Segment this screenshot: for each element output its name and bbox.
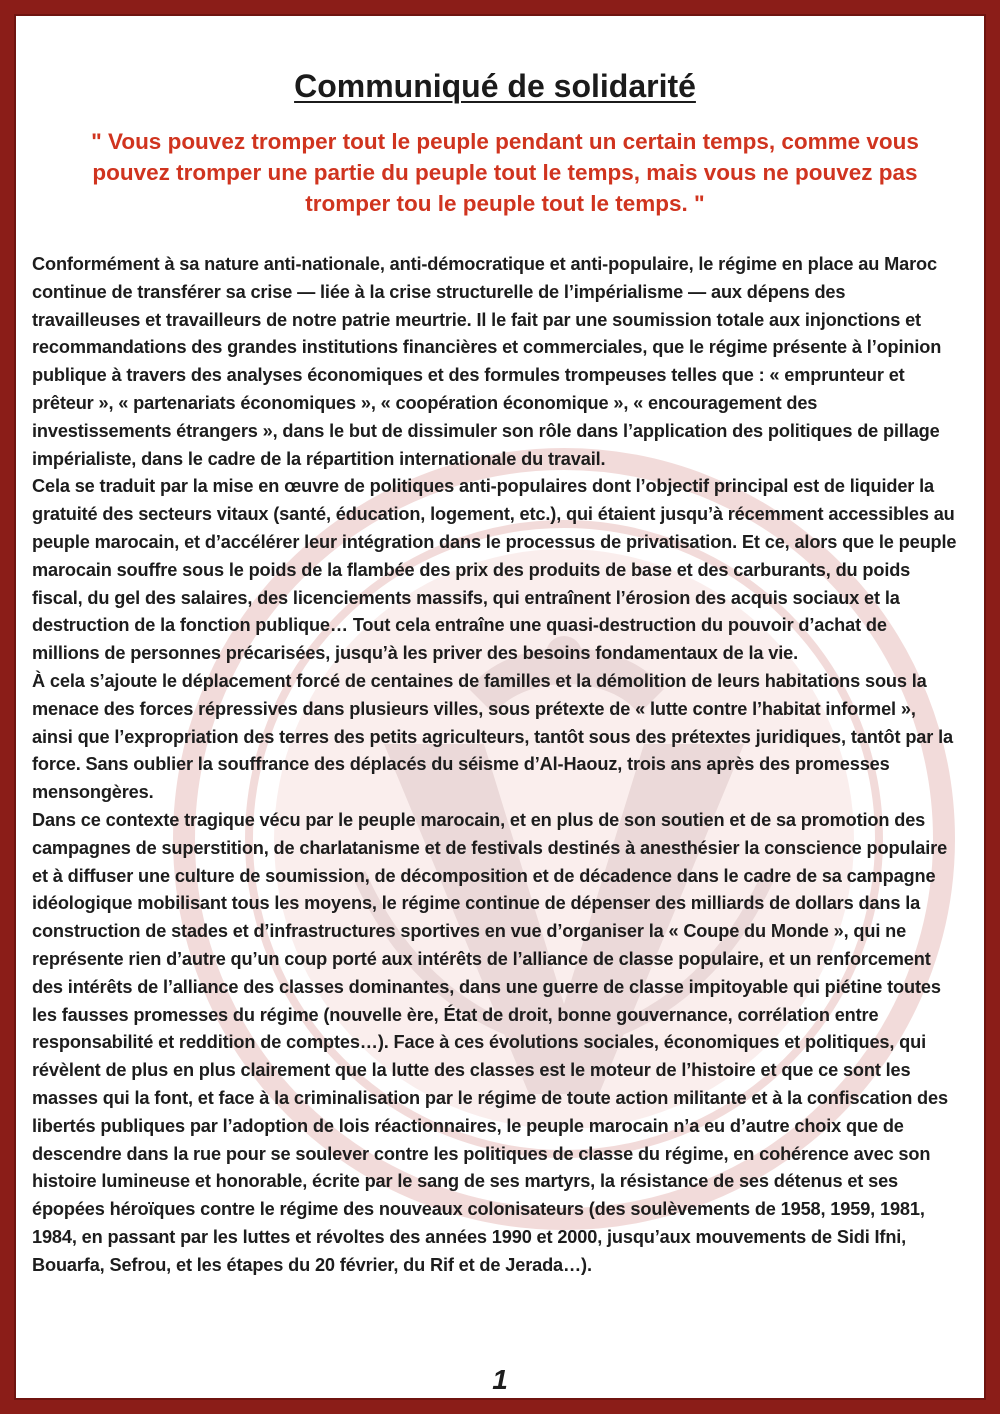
document-title: Communiqué de solidarité xyxy=(294,68,696,104)
highlighted-quote: " Vous pouvez tromper tout le peuple pendant un certain temps, comme vous pouvez tromper une partie du peuple tout le temps, mais vous ne pouvez pas tromper tou le peuple tout le temps. " xyxy=(91,129,919,216)
paragraph-2: Cela se traduit par la mise en œuvre de politiques anti-populaires dont l’objectif principal est de liquider la gratuité des secteurs vitaux (santé, éducation, logement, etc.), qui étaient jusqu’à récemment accessibles au peuple marocain, et d’accélérer leur intégration dans le processus de privatisation. Et ce, alors que le peuple marocain souffre sous le poids de la flambée des prix des produits de base et des carburants, du poids fiscal, du gel des salaires, des licenciements massifs, qui entraînent l’érosion des acquis sociaux et la destruction de la fonction publique… Tout cela entraîne une quasi-destruction du pouvoir d’achat de millions de personnes précarisées, jusqu’à les priver des besoins fondamentaux de la vie. xyxy=(32,476,957,664)
paragraph-4: Dans ce contexte tragique vécu par le peuple marocain, et en plus de son soutien et de sa promotion des campagnes de superstition, de charlatanisme et de festivals destinés à anesthésier la conscience populaire et à diffuser une culture de soumission, de décomposition et de décadence dans le cadre de sa campagne idéologique mobilisant tous les moyens, le régime continue de dépenser des milliards de dollars dans la construction de stades et d’infrastructures sportives en vue d’organiser la « Coupe du Monde », qui ne représente rien d’autre qu’un coup porté aux intérêts de l’alliance de classe populaire, et un renforcement des intérêts de l’alliance des classes dominantes, dans une guerre de classe impitoyable qui piétine toutes les fausses promesses du régime (nouvelle ère, État de droit, bonne gouvernance, corrélation entre responsabilité et reddition de comptes…). Face à ces évolutions sociales, économiques et politiques, qui révèlent de plus en plus clairement que la lutte des classes est le moteur de l’histoire et que ce sont les masses qui la font, et face à la criminalisation par le régime de toute action militante et à la confiscation des libertés publiques par l’adoption de lois réactionnaires, le peuple marocain n’a eu d’autre choix que de descendre dans la rue pour se soulever contre les politiques de classe du régime, en cohérence avec son histoire lumineuse et honorable, écrite par le sang de ses martyrs, la résistance de ses détenus et ses épopées héroïques contre le régime des nouveaux colonisateurs (des soulèvements de 1958, 1959, 1981, 1984, en passant par les luttes et révoltes des années 1990 et 2000, jusqu’aux mouvements de Sidi Ifni, Bouarfa, Sefrou, et les étapes du 20 février, du Rif et de Jerada…). xyxy=(32,809,948,1275)
document-content xyxy=(14,66,986,1279)
document-body xyxy=(32,251,958,1279)
page-number: 1 xyxy=(492,1364,508,1395)
paragraph-3: À cela s’ajoute le déplacement forcé de centaines de familles et la démolition de leurs habitations sous la menace des forces répressives dans plusieurs villes, sous prétexte de « lutte contre l’habitat informel », ainsi que l’expropriation des terres des petits agriculteurs, tantôt sous des prétextes juridiques, tantôt par la force. Sans oublier la souffrance des déplacés du séisme d’Al-Haouz, trois ans après des promesses mensongères. xyxy=(32,670,953,803)
paragraph-1: Conformément à sa nature anti-nationale, anti-démocratique et anti-populaire, le régime en place au Maroc continue de transférer sa crise — liée à la crise structurelle de l’impérialisme — aux dépens des travailleuses et travailleurs de notre patrie meurtrie. Il le fait par une soumission totale aux injonctions et recommandations des grandes institutions financières et commerciales, que le régime présente à l’opinion publique à travers des analyses économiques et des formules trompeuses telles que : « emprunteur et prêteur », « partenariats économiques », « coopération économique », « encouragement des investissements étrangers », dans le but de dissimuler son rôle dans l’application des politiques de pillage impérialiste, dans le cadre de la répartition internationale du travail. xyxy=(32,254,942,469)
